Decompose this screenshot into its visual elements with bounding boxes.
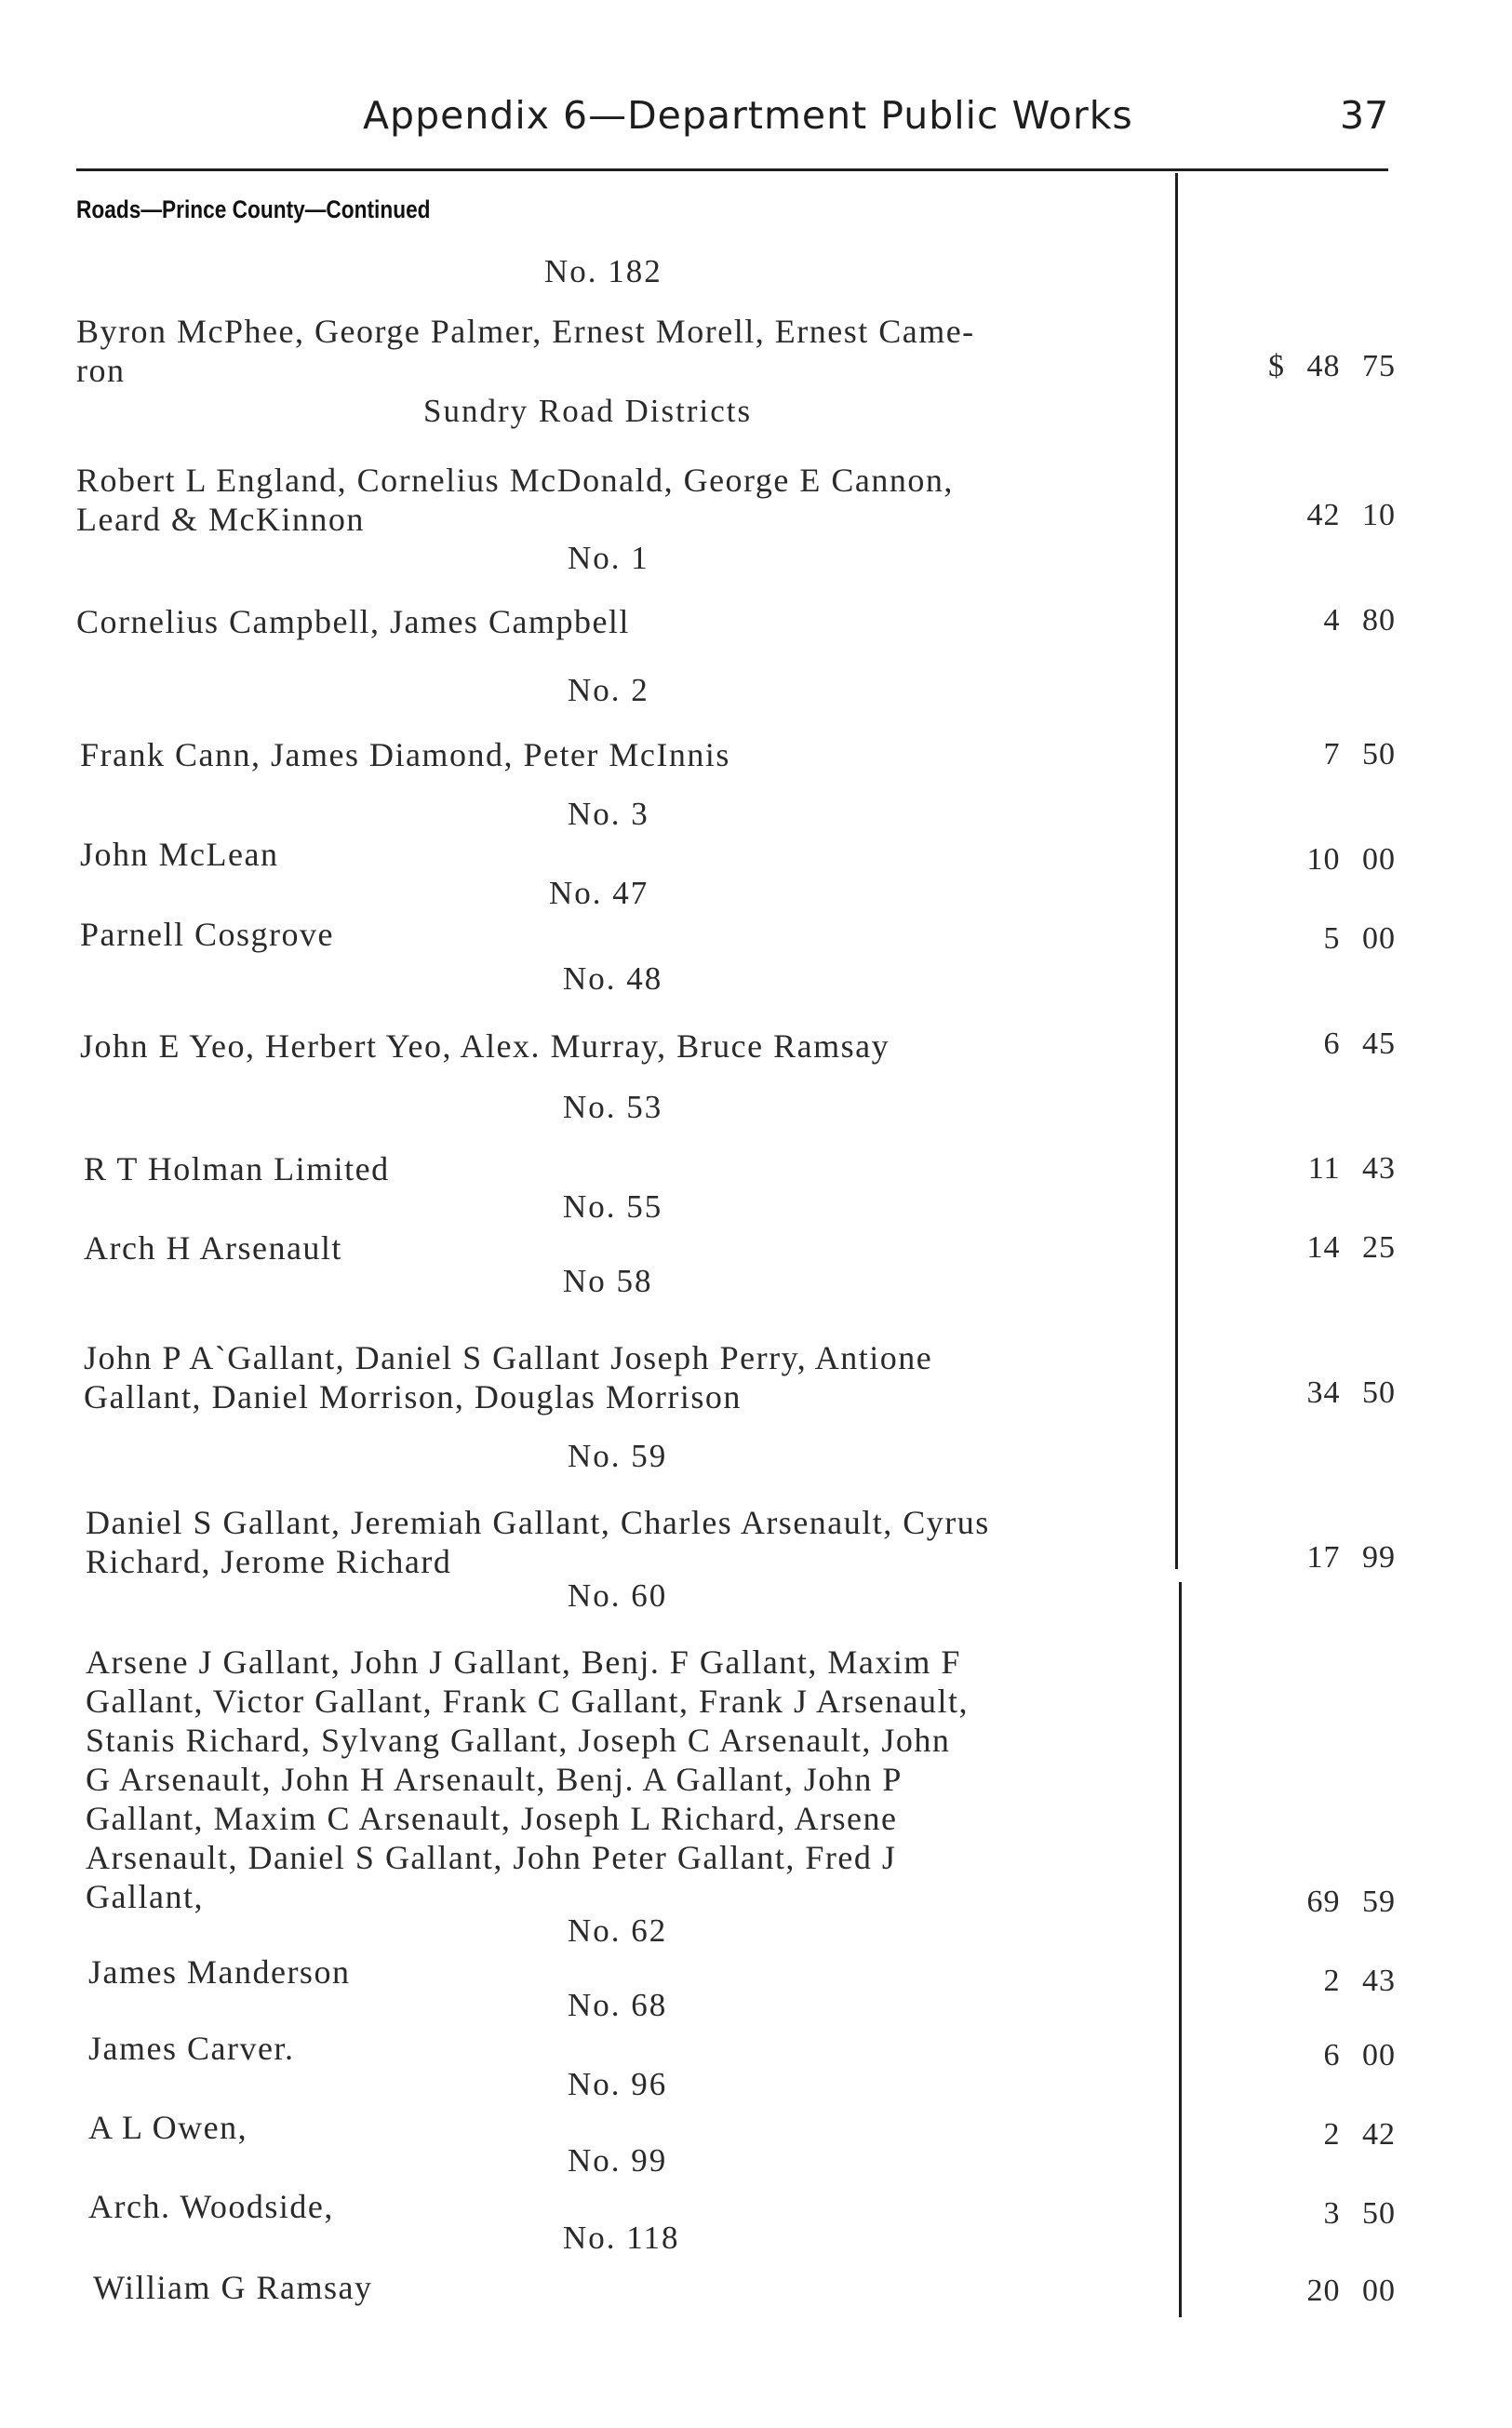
payment-amount: 34 50 xyxy=(1306,1375,1396,1410)
payment-amount: 42 10 xyxy=(1306,498,1396,532)
payment-amount: 3 50 xyxy=(1323,2196,1396,2231)
payee-line: Gallant, Daniel Morrison, Douglas Morrison xyxy=(84,1378,742,1415)
road-district-heading: No. 55 xyxy=(563,1188,663,1225)
payee-names xyxy=(76,602,630,641)
road-district-heading: No. 2 xyxy=(568,672,649,708)
page-number: 37 xyxy=(1340,93,1389,138)
payee-names xyxy=(76,461,954,539)
payee-line: Robert L England, Cornelius McDonald, George E Cannon, xyxy=(76,462,954,499)
payee-line: Parnell Cosgrove xyxy=(80,916,334,953)
road-district-heading: No. 68 xyxy=(568,1987,668,2023)
payee-names xyxy=(86,1503,990,1581)
payment-amount: 17 99 xyxy=(1306,1540,1396,1575)
payee-names xyxy=(80,915,334,954)
payee-line: John E Yeo, Herbert Yeo, Alex. Murray, Bruce Ramsay xyxy=(80,1027,890,1065)
payee-line: John P A`Gallant, Daniel S Gallant Joseph Perry, Antione xyxy=(84,1339,933,1376)
payee-line: A L Owen, xyxy=(88,2109,248,2146)
payment-amount: 2 42 xyxy=(1323,2117,1396,2152)
payee-line: Daniel S Gallant, Jeremiah Gallant, Charles Arsenault, Cyrus xyxy=(86,1504,990,1541)
payee-line: G Arsenault, John H Arsenault, Benj. A Gallant, John P xyxy=(86,1761,903,1798)
payee-line: Frank Cann, James Diamond, Peter McInnis xyxy=(80,736,730,773)
payee-names xyxy=(88,2187,334,2226)
payment-amount: 5 00 xyxy=(1323,921,1396,956)
header-rule xyxy=(76,168,1388,171)
road-district-heading: No. 96 xyxy=(568,2066,668,2102)
payment-amount: 7 50 xyxy=(1323,737,1396,771)
road-district-heading: No. 53 xyxy=(563,1089,663,1125)
road-district-heading: No 58 xyxy=(563,1263,653,1299)
payee-line: James Manderson xyxy=(88,1953,351,1991)
road-district-heading: No. 47 xyxy=(549,875,649,911)
payee-names xyxy=(88,2108,248,2147)
payee-names xyxy=(80,1026,890,1066)
payment-amount: 14 25 xyxy=(1306,1230,1396,1265)
payee-names xyxy=(80,835,278,874)
road-district-heading: No. 48 xyxy=(563,960,663,997)
payee-line: Leard & McKinnon xyxy=(76,501,365,538)
payee-names xyxy=(88,1952,350,1992)
payee-line: Arch. Woodside, xyxy=(88,2188,334,2225)
payment-amount: 2 43 xyxy=(1323,1964,1396,1998)
payment-amount: 4 80 xyxy=(1323,603,1396,637)
section-heading: Roads—Prince County—Continued xyxy=(76,195,431,223)
payee-line: Arsenault, Daniel S Gallant, John Peter Gallant, Fred J xyxy=(86,1839,897,1876)
payee-line: ron xyxy=(76,352,126,389)
road-district-heading: Sundry Road Districts xyxy=(423,393,753,429)
payment-amount: 11 43 xyxy=(1307,1151,1396,1186)
payee-names xyxy=(76,312,975,390)
payee-line: Gallant, Maxim C Arsenault, Joseph L Richard, Arsene xyxy=(86,1800,898,1837)
payee-line: Richard, Jerome Richard xyxy=(86,1543,452,1580)
payee-line: James Carver. xyxy=(88,2030,295,2067)
road-district-heading: No. 3 xyxy=(568,796,649,832)
payment-amount: 6 45 xyxy=(1323,1026,1396,1061)
payee-line: Gallant, Victor Gallant, Frank C Gallant, Frank J Arsenault, xyxy=(86,1683,970,1720)
road-district-heading: No. 60 xyxy=(568,1577,668,1614)
payee-line: Arch H Arsenault xyxy=(84,1229,342,1267)
payee-names xyxy=(88,2029,294,2068)
page-header-title: Appendix 6—Department Public Works xyxy=(363,93,1133,138)
column-divider-lower xyxy=(1179,1582,1182,2317)
payee-line: Cornelius Campbell, James Campbell xyxy=(76,603,630,640)
payee-names xyxy=(84,1149,390,1188)
road-district-heading: No. 59 xyxy=(568,1438,668,1474)
column-divider-upper xyxy=(1175,173,1178,1569)
road-district-heading: No. 1 xyxy=(568,540,649,576)
payee-line: Gallant, xyxy=(86,1878,204,1915)
payee-line: Arsene J Gallant, John J Gallant, Benj. F Gallant, Maxim F xyxy=(86,1643,961,1681)
payee-line: John McLean xyxy=(80,836,279,873)
payee-names xyxy=(84,1338,932,1416)
payee-names xyxy=(86,1643,969,1916)
road-district-heading: No. 99 xyxy=(568,2142,668,2179)
payee-line: Stanis Richard, Sylvang Gallant, Joseph C Arsenault, John xyxy=(86,1722,951,1759)
payment-amount: $ 48 75 xyxy=(1268,349,1396,383)
payment-amount: 20 00 xyxy=(1306,2274,1396,2308)
payment-amount: 69 59 xyxy=(1306,1885,1396,1919)
payee-line: R T Holman Limited xyxy=(84,1150,390,1187)
road-district-heading: No. 182 xyxy=(544,253,662,289)
payee-line: Byron McPhee, George Palmer, Ernest Morell, Ernest Came- xyxy=(76,313,975,350)
payee-names xyxy=(93,2268,373,2307)
payment-amount: 10 00 xyxy=(1306,842,1396,877)
payee-line: William G Ramsay xyxy=(93,2269,373,2306)
road-district-heading: No. 62 xyxy=(568,1912,668,1949)
payee-names xyxy=(84,1228,342,1268)
road-district-heading: No. 118 xyxy=(563,2220,680,2256)
payment-amount: 6 00 xyxy=(1323,2038,1396,2073)
payee-names xyxy=(80,735,730,774)
